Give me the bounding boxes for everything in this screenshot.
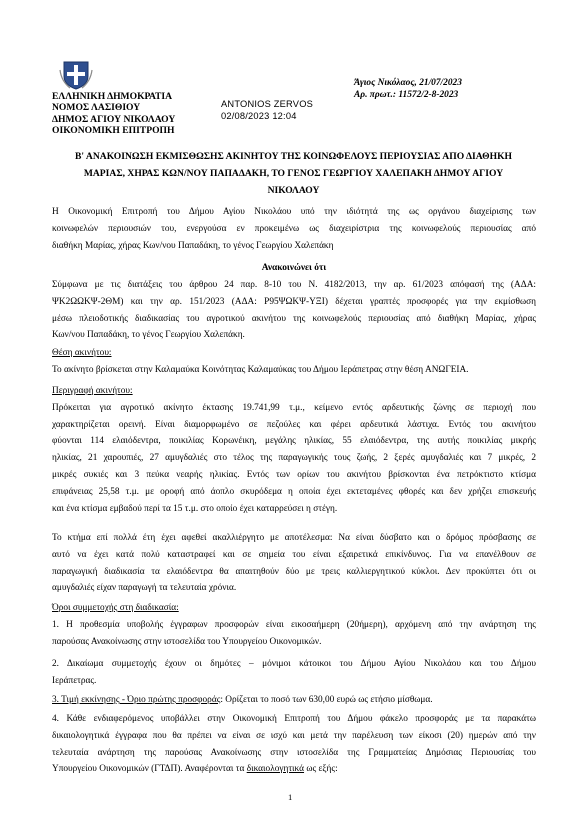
paragraph-line: κοινωφελών περιουσιών του, ενεργούσα εν προκειμένω ως διαχειρίστρια της κοινωφελούς περιουσίας από xyxy=(52,223,536,234)
paragraph-line: και ένα κτίσμα εμβαδού περί τα 15 τ.μ. στο οποίο έχει καταρρεύσει η στέγη. xyxy=(52,503,338,514)
org-line-republic: ΕΛΛΗΝΙΚΗ ΔΗΜΟΚΡΑΤΙΑ xyxy=(52,91,173,102)
documents-link: δικαιολογητικά xyxy=(246,764,305,775)
description-heading: Περιγραφή ακινήτου: xyxy=(52,386,133,396)
term-3-text: : Ορίζεται το ποσό των 630,00 ευρώ ως ετήσιο μίσθωμα. xyxy=(220,695,433,705)
org-line-committee: ΟΙΚΟΝΟΜΙΚΗ ΕΠΙΤΡΟΠΗ xyxy=(52,125,175,137)
document-meta xyxy=(354,78,462,102)
page-number: 1 xyxy=(288,792,293,802)
org-line-municipality: ΔΗΜΟΣ ΑΓΙΟΥ ΝΙΚΟΛΑΟΥ xyxy=(52,113,176,125)
greek-coat-of-arms-icon xyxy=(58,60,94,90)
paragraph-line: αυτό να έχει κατά πολύ καταστραφεί και σε σημεία του είναι εξαιρετικά επικίνδυνος. Για να επανέλθουν σε xyxy=(52,549,536,560)
term-2-line: 2. Δικαίωμα συμμετοχής έχουν οι δημότες – μόνιμοι κάτοικοι του Δήμου Αγίου Νικολάου και του Δήμου xyxy=(52,659,536,669)
digital-signature-stamp xyxy=(221,99,313,123)
term-3-line xyxy=(52,692,536,709)
paragraph-line: χαρακτηρίζεται ορεινή. Είναι διαμορφωμένο σε πεζούλες και φέρει αρδευτικά λάστιχα. Εντός του ακινήτου xyxy=(52,419,536,430)
location-heading: Θέση ακινήτου: xyxy=(52,348,112,358)
term-4-last-prefix: Υπουργείου Οικονομικών (ΓΤΔΠ). Αναφέρονται τα xyxy=(52,764,247,775)
signature-name: ANTONIOS ZERVOS xyxy=(221,99,314,109)
document-title xyxy=(55,149,532,199)
terms-section xyxy=(52,600,536,650)
location-section xyxy=(52,345,536,379)
term-3-label: 3. Τιμή εκκίνησης - Όριο πρώτης προσφοράς xyxy=(52,695,221,705)
paragraph-line: μέσω πλειοδοτικής διαδικασίας του αγροτικού ακινήτου της κοινωφελούς περιουσίας από διαθήκη Μαρίας, χήρας xyxy=(52,313,536,324)
paragraph-line: παραγωγική διαδικασία τα ελαιόδεντρα θα απαιτηθούν δύο με τρεις καλλιεργητικού κύκλοι. Δεν προκύπτει ότι οι xyxy=(52,566,536,577)
announce-heading: Ανακοινώνει ότι xyxy=(261,263,327,273)
place-date: Άγιος Νικόλαος, 21/07/2023 xyxy=(354,78,462,88)
paragraph-line: φύονται 114 ελαιόδεντρα, ποικιλίας Κορωνέικη, μεγάλης ηλικίας, 55 ελαιόδεντρα, της αυτής ποικιλίας μικρής xyxy=(52,436,536,447)
intro-paragraph xyxy=(52,204,536,254)
location-text: Το ακίνητο βρίσκεται στην Καλαμαύκα Κοινότητας Καλαμαύκας του Δήμου Ιεράπετρας στην θέση ΑΝΩΓΕΙΑ. xyxy=(52,364,469,375)
paragraph-line: Πρόκειται για αγροτικό ακίνητο έκτασης 19.741,99 τ.μ., κείμενο εντός αρδευτικής ζώνης σε περιοχή που xyxy=(52,402,536,413)
term-4-line: δικαιολογητικά έγγραφα που θα πρέπει να είναι σε ισχύ και μετά την παρέλευση των είκοσι (20) ημερών από την xyxy=(52,730,536,741)
title-line: ΝΙΚΟΛΑΟΥ xyxy=(267,184,320,196)
paragraph-line: επιφάνειας 25,58 τ.μ. με οροφή από άοπλο σκυρόδεμα η οποία έχει εκτεταμένες φθορές και δεν χρήζει επισκευής xyxy=(52,486,536,497)
paragraph-line: Κων/νου Παπαδάκη, το γένος Γεωργίου Χαλεπάκη. xyxy=(52,330,245,341)
paragraph-line: ηλικίας, 21 χαρουπιές, 27 αμυγδαλιές στο τέλος της παραγωγικής τους ζωής, 2 ξερές αμυγδαλιές και 7 μικρές, 2 xyxy=(52,453,536,464)
paragraph-line: Το κτήμα επί πολλά έτη έχει αφεθεί ακαλλιέργητο με αποτέλεσμα: Να είναι δύσβατο και ο δρόμος πρόσβασης σε xyxy=(52,533,536,543)
description-section xyxy=(52,383,536,517)
term-3 xyxy=(52,692,536,709)
title-line: ΜΑΡΙΑΣ, ΧΗΡΑΣ ΚΩΝ/ΝΟΥ ΠΑΠΑΔΑΚΗ, ΤΟ ΓΕΝΟΣ ΓΕΩΡΓΙΟΥ ΧΑΛΕΠΑΚΗ ΔΗΜΟΥ ΑΓΙΟΥ xyxy=(83,167,504,179)
paragraph-line: διαθήκη Μαρίας, χήρας Κων/νου Παπαδάκη, το γένος Γεωργίου Χαλεπάκη xyxy=(52,240,334,251)
paragraph-line: μικρές συκιές και 3 πεύκα νεαρής ηλικίας. Εντός των ορίων του ακινήτου βρίσκονται ένα πετρόκτιστο κτίσμα xyxy=(52,469,536,480)
term-2-line: Ιεράπετρας. xyxy=(52,675,97,686)
term-4 xyxy=(52,711,536,778)
org-line-prefecture: ΝΟΜΟΣ ΛΑΣΙΘΙΟΥ xyxy=(52,102,141,114)
term-4-line: τελευταία ανάρτηση της παρούσας Ανακοίνωσης στην ιστοσελίδα της Γραμματείας Δημόσιας Περιουσίας του xyxy=(52,747,536,758)
paragraph-line: αμυγδαλιές είχαν παραγωγή τα τελευταία χρόνια. xyxy=(52,583,237,594)
signature-datetime: 02/08/2023 12:04 xyxy=(221,110,297,121)
announce-paragraph xyxy=(52,277,536,344)
term-1-line: παρούσας Ανακοίνωσης στην ιστοσελίδα του Υπουργείου Οικονομικών. xyxy=(52,636,322,647)
terms-heading: Όροι συμμετοχής στη διαδικασία: xyxy=(52,603,179,613)
term-4-line: 4. Κάθε ενδιαφερόμενος υποβάλλει στην Οικονομική Επιτροπή του Δήμου φάκελο προσφοράς με τα παρακάτω xyxy=(52,714,536,724)
term-4-last-suffix: ως εξής: xyxy=(304,764,338,775)
paragraph-line: Σύμφωνα με τις διατάξεις του άρθρου 24 παρ. 8-10 του Ν. 4182/2013, την αρ. 61/2023 απόφασή της (ΑΔΑ: xyxy=(52,280,536,290)
term-1-line: 1. Η προθεσμία υποβολής έγγραφων προσφορών είναι εικοσαήμερη (20ήμερη), αρχόμενη από την ανάρτηση της xyxy=(52,619,536,630)
term-4-line xyxy=(52,761,536,778)
paragraph-line: ΨΚ2ΩΩΚΨ-2ΘΜ) και την αρ. 151/2023 (ΑΔΑ: Ρ95ΨΩΚΨ-ΥΞΙ) δέχεται γραπτές προσφορές για την εκμίσθωση xyxy=(52,296,536,307)
term-2 xyxy=(52,656,536,690)
organization-header xyxy=(52,91,175,137)
paragraph-line: Η Οικονομική Επιτροπή του Δήμου Αγίου Νικολάου υπό την ιδιότητά της ως οργάνου διαχείρισης των xyxy=(52,207,536,217)
condition-paragraph xyxy=(52,530,536,597)
protocol-number: Αρ. πρωτ.: 11572/2-8-2023 xyxy=(354,89,459,100)
title-line: Β' ΑΝΑΚΟΙΝΩΣΗ ΕΚΜΙΣΘΩΣΗΣ ΑΚΙΝΗΤΟΥ ΤΗΣ ΚΟΙΝΩΦΕΛΟΥΣ ΠΕΡΙΟΥΣΙΑΣ ΑΠΟ ΔΙΑΘΗΚΗ xyxy=(75,151,512,162)
